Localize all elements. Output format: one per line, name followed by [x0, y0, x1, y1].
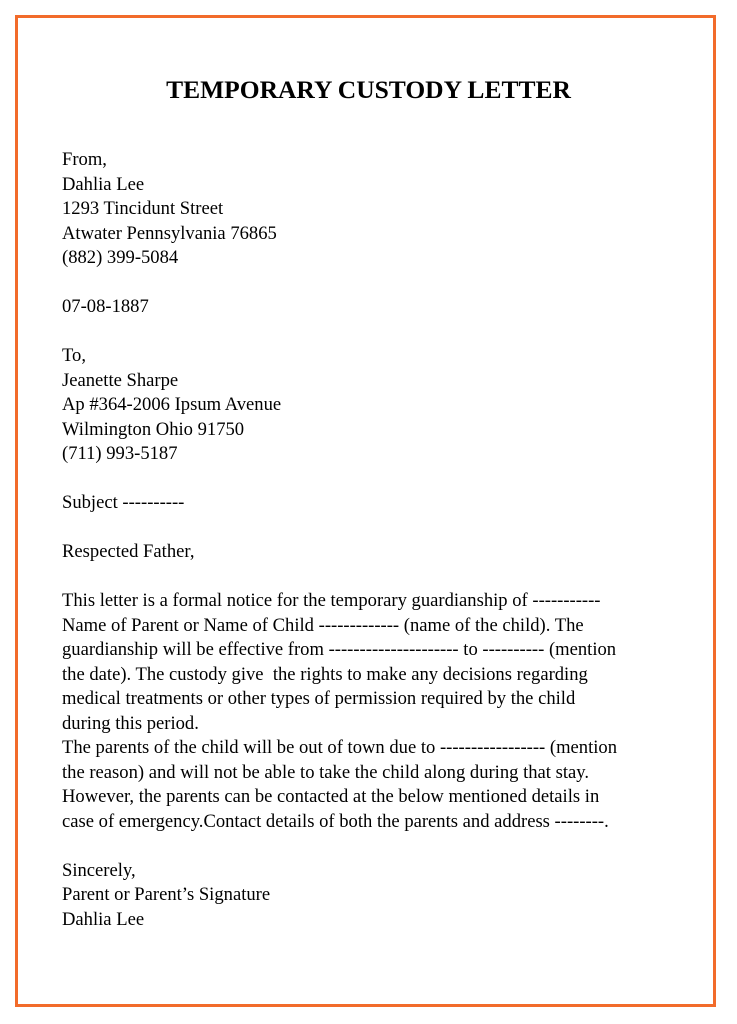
sender-phone: (882) 399-5084	[62, 247, 179, 268]
sender-street: 1293 Tincidunt Street	[62, 198, 224, 219]
body-line: This letter is a formal notice for the temporary guardianship of -----------	[62, 590, 601, 611]
signer-name: Dahlia Lee	[62, 908, 145, 930]
body-line: during this period.	[62, 712, 199, 734]
body-paragraphs	[62, 589, 702, 834]
sender-block	[62, 148, 702, 271]
valediction: Sincerely,	[62, 859, 136, 881]
recipient-name: Jeanette Sharpe	[62, 369, 179, 391]
recipient-label: To,	[62, 345, 87, 366]
body-line: medical treatments or other types of permission required by the child	[62, 688, 576, 709]
recipient-block	[62, 344, 702, 467]
letter-date: 07-08-1887	[62, 296, 149, 317]
body-line: The parents of the child will be out of town due to ----------------- (mention	[62, 737, 618, 758]
recipient-street: Ap #364-2006 Ipsum Avenue	[62, 394, 282, 415]
sender-name: Dahlia Lee	[62, 173, 145, 195]
signature-label: Parent or Parent’s Signature	[62, 884, 271, 905]
sender-city: Atwater Pennsylvania 76865	[62, 222, 277, 244]
body-line: Name of Parent or Name of Child ------------- (name of the child). The	[62, 614, 584, 636]
body-line: However, the parents can be contacted at the below mentioned details in	[62, 786, 600, 807]
body-line: the date). The custody give the rights to make any decisions regarding	[62, 663, 588, 685]
salutation: Respected Father,	[62, 541, 195, 562]
letter-body	[62, 148, 702, 932]
recipient-city: Wilmington Ohio 91750	[62, 418, 245, 440]
body-line: case of emergency.Contact details of both the parents and address --------.	[62, 810, 609, 832]
body-line: the reason) and will not be able to take the child along during that stay.	[62, 761, 590, 783]
subject-line: Subject ----------	[62, 492, 185, 513]
body-line: guardianship will be effective from --------------------- to ---------- (mention	[62, 639, 617, 660]
closing-block	[62, 859, 702, 933]
recipient-phone: (711) 993-5187	[62, 443, 178, 464]
sender-label: From,	[62, 149, 107, 170]
document-title: TEMPORARY CUSTODY LETTER	[166, 75, 571, 104]
